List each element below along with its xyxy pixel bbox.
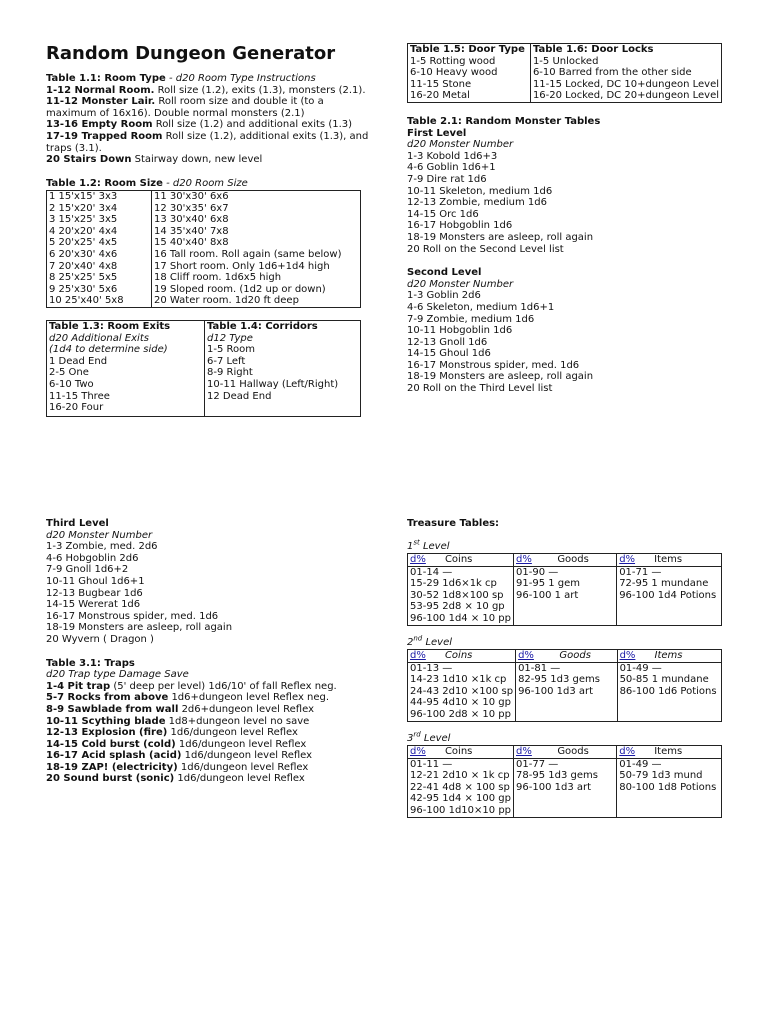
room-type-label: 20 Stairs Down bbox=[46, 154, 132, 166]
table-cell: 7 20'x40' 4x8 bbox=[49, 260, 118, 272]
traps-heading: Table 3.1: Traps bbox=[46, 657, 135, 669]
room-type-text: Roll size (1.2), exits (1.3), monsters (2.1). bbox=[154, 84, 366, 96]
treasure-heading: Treasure Tables: bbox=[407, 518, 500, 529]
traps-sub: d20 Trap type Damage Save bbox=[46, 669, 189, 681]
trap-text: 1d6/dungeon level Reflex bbox=[181, 750, 313, 762]
table-cell: 4 20'x20' 4x4 bbox=[49, 225, 118, 237]
list-item: 12 Dead End bbox=[207, 390, 272, 402]
list-item: 30-52 1d8×100 sp bbox=[410, 589, 504, 601]
list-item: 44-95 4d10 × 10 gp bbox=[410, 697, 512, 709]
list-item: 96-100 1d4 × 10 pp bbox=[410, 613, 512, 625]
level-number: 2 bbox=[407, 637, 414, 648]
list-item: 50-85 1 mundane bbox=[619, 674, 709, 686]
list-item: 80-100 1d8 Potions bbox=[619, 781, 717, 793]
list-item: 42-95 1d4 × 100 gp bbox=[410, 793, 512, 805]
first-level-heading: First Level bbox=[407, 127, 467, 139]
third-level-sub: d20 Monster Number bbox=[46, 529, 153, 541]
list-item: 01-71 — bbox=[619, 566, 662, 578]
room-type-label: 11-12 Monster Lair. bbox=[46, 96, 156, 108]
treasure-level-label bbox=[407, 538, 450, 553]
trap-text: 1d6/dungeon level Reflex bbox=[174, 773, 305, 785]
level-suffix: nd bbox=[413, 634, 423, 643]
room-size-heading: Table 1.2: Room Size bbox=[46, 178, 163, 189]
trap-text: 2d6+dungeon level Reflex bbox=[178, 703, 314, 715]
list-item: 14-15 Ghoul 1d6 bbox=[407, 348, 491, 360]
room-type-text: Roll size (1.2) and additional exits (1.3) bbox=[152, 119, 353, 131]
list-item: 2-5 One bbox=[49, 367, 89, 379]
trap-label: 1-4 Pit trap bbox=[46, 680, 111, 692]
dpct-header: d% bbox=[518, 650, 534, 661]
table-cell: 8 25'x25' 5x5 bbox=[49, 272, 118, 284]
list-item: 22-41 4d8 × 100 sp bbox=[410, 781, 510, 793]
dpct-header: d% bbox=[410, 554, 426, 565]
table-cell: 11 30'x30' 6x6 bbox=[152, 191, 361, 203]
table-cell: 14 35'x40' 7x8 bbox=[152, 226, 361, 238]
dpct-header: d% bbox=[516, 554, 532, 565]
monster-tables-heading: Table 2.1: Random Monster Tables bbox=[407, 116, 601, 127]
list-item: 4-6 Goblin 1d6+1 bbox=[407, 162, 496, 174]
list-item: 1-3 Zombie, med. 2d6 bbox=[46, 541, 158, 553]
table-cell: 15 40'x40' 8x8 bbox=[152, 237, 361, 249]
list-item: 14-15 Wererat 1d6 bbox=[46, 599, 141, 611]
list-item: 14-15 Orc 1d6 bbox=[407, 208, 479, 220]
list-item: 01-11 — bbox=[410, 758, 453, 770]
room-type-label: 13-16 Empty Room bbox=[46, 119, 153, 131]
list-item: 20 Roll on the Third Level list bbox=[407, 383, 553, 395]
room-exits-heading: Table 1.3: Room Exits bbox=[49, 321, 171, 332]
list-item: 12-13 Gnoll 1d6 bbox=[407, 336, 488, 348]
page-title: Random Dungeon Generator bbox=[46, 43, 336, 64]
trap-label: 8-9 Sawblade from wall bbox=[46, 703, 179, 715]
goods-header: Goods bbox=[557, 554, 589, 565]
list-item: 78-95 1d3 gems bbox=[516, 770, 598, 782]
list-item: 82-95 1d3 gems bbox=[518, 674, 601, 686]
treasure-level-label bbox=[407, 634, 453, 649]
room-type-text: Stairway down, new level bbox=[131, 154, 263, 166]
room-size-table bbox=[46, 190, 361, 308]
coins-header: Coins bbox=[444, 650, 473, 661]
list-item: 16-17 Monstrous spider, med. 1d6 bbox=[407, 359, 580, 371]
treasure-table-level-2 bbox=[407, 649, 722, 722]
table-cell: 6 20'x30' 4x6 bbox=[49, 248, 118, 260]
list-item: 91-95 1 gem bbox=[516, 578, 581, 590]
items-header: Items bbox=[654, 746, 683, 757]
dpct-header: d% bbox=[619, 650, 636, 661]
list-item: 10-11 Hobgoblin 1d6 bbox=[407, 325, 513, 337]
trap-label: 18-19 ZAP! (electricity) bbox=[46, 761, 178, 773]
list-item: 10-11 Ghoul 1d6+1 bbox=[46, 575, 145, 587]
list-item: 96-100 1d3 art bbox=[516, 781, 592, 793]
list-item: 01-14 — bbox=[410, 566, 453, 578]
list-item: 86-100 1d6 Potions bbox=[619, 685, 717, 697]
room-type-label: 1-12 Normal Room. bbox=[46, 84, 155, 96]
coins-header: Coins bbox=[444, 746, 473, 757]
room-type-text: Roll size (1.2), additional exits (1.3), and traps (3.1). bbox=[46, 130, 369, 154]
table-cell: 13 30'x40' 6x8 bbox=[152, 214, 361, 226]
list-item: 6-10 Heavy wood bbox=[410, 67, 498, 79]
room-type-subheading: - d20 Room Type Instructions bbox=[165, 73, 316, 84]
third-level-heading: Third Level bbox=[46, 518, 109, 529]
trap-label: 12-13 Explosion (fire) bbox=[46, 727, 168, 739]
list-item: 8-9 Right bbox=[207, 367, 253, 379]
trap-text: (5' deep per level) 1d6/10' of fall Reflex neg. bbox=[110, 680, 337, 692]
level-word: Level bbox=[419, 541, 450, 552]
room-type-text: Roll room size and double it (to a maximum of 16x16). Double normal monsters (2.1) bbox=[46, 96, 324, 119]
monster-tables-section bbox=[407, 116, 727, 395]
list-item: 53-95 2d8 × 10 gp bbox=[410, 601, 505, 613]
door-type-heading: Table 1.5: Door Type bbox=[410, 44, 525, 55]
table-cell: 9 25'x30' 5x6 bbox=[49, 283, 118, 295]
list-item: 01-49 — bbox=[619, 662, 662, 674]
dpct-header: d% bbox=[516, 746, 532, 757]
goods-header: Goods bbox=[557, 746, 589, 757]
list-item: 01-90 — bbox=[516, 566, 559, 578]
trap-text: 1d6/dungeon level Reflex bbox=[175, 738, 307, 750]
list-item: 12-21 2d10 × 1k cp bbox=[410, 770, 510, 782]
level-number: 1 bbox=[407, 541, 414, 552]
list-item: 6-7 Left bbox=[207, 355, 246, 367]
trap-text: 1d6/dungeon level Reflex bbox=[177, 761, 309, 773]
level-suffix: rd bbox=[413, 730, 421, 739]
list-item: 7-9 Dire rat 1d6 bbox=[407, 173, 487, 185]
room-exits-sub: d20 Additional Exits bbox=[49, 332, 149, 344]
list-item: 72-95 1 mundane bbox=[619, 578, 709, 590]
trap-label: 16-17 Acid splash (acid) bbox=[46, 750, 182, 762]
list-item: 4-6 Hobgoblin 2d6 bbox=[46, 552, 139, 564]
list-item: 4-6 Skeleton, medium 1d6+1 bbox=[407, 301, 555, 313]
list-item: 96-100 1d4 Potions bbox=[619, 589, 717, 601]
list-item: 11-15 Three bbox=[49, 390, 110, 402]
first-level-sub: d20 Monster Number bbox=[407, 139, 514, 151]
list-item: 12-13 Zombie, medium 1d6 bbox=[407, 197, 547, 209]
table-cell: 19 Sloped room. (1d2 up or down) bbox=[152, 284, 361, 296]
table-cell: 1 15'x15' 3x3 bbox=[49, 191, 118, 202]
list-item: 11-15 Stone bbox=[410, 78, 472, 90]
list-item: 11-15 Locked, DC 10+dungeon Level bbox=[532, 78, 719, 90]
corridors-sub: d12 Type bbox=[207, 332, 253, 344]
room-type-heading: Table 1.1: Room Type bbox=[46, 73, 166, 84]
trap-label: 5-7 Rocks from above bbox=[46, 692, 169, 704]
list-item: 6-10 Two bbox=[49, 378, 94, 390]
level-number: 3 bbox=[407, 733, 414, 744]
exits-corridors-table bbox=[46, 320, 361, 417]
list-item: 18-19 Monsters are asleep, roll again bbox=[407, 371, 594, 383]
list-item: 18-19 Monsters are asleep, roll again bbox=[46, 622, 233, 634]
list-item: 1 Dead End bbox=[49, 355, 108, 367]
list-item: 96-100 2d8 × 10 pp bbox=[410, 709, 512, 721]
list-item: 10-11 Hallway (Left/Right) bbox=[207, 378, 339, 390]
list-item: 20 Wyvern ( Dragon ) bbox=[46, 633, 154, 645]
list-item: 01-77 — bbox=[516, 758, 559, 770]
door-locks-heading: Table 1.6: Door Locks bbox=[532, 44, 654, 55]
treasure-level-label bbox=[407, 730, 451, 745]
trap-label: 10-11 Scything blade bbox=[46, 715, 166, 727]
table-cell: 18 Cliff room. 1d6x5 high bbox=[152, 272, 361, 284]
table-cell: 3 15'x25' 3x5 bbox=[49, 214, 118, 226]
second-level-sub: d20 Monster Number bbox=[407, 278, 514, 290]
list-item: 6-10 Barred from the other side bbox=[532, 67, 692, 79]
room-type-label: 17-19 Trapped Room bbox=[46, 130, 163, 142]
table-cell: 16 Tall room. Roll again (same below) bbox=[152, 249, 361, 261]
table-cell: 17 Short room. Only 1d6+1d4 high bbox=[152, 261, 361, 273]
treasure-table-level-3 bbox=[407, 745, 722, 818]
trap-text: 1d8+dungeon level no save bbox=[165, 715, 310, 727]
list-item: 14-23 1d10 ×1k cp bbox=[410, 674, 507, 686]
list-item: 16-17 Hobgoblin 1d6 bbox=[407, 220, 513, 232]
room-size-heading-line bbox=[46, 178, 248, 190]
room-exits-sub: (1d4 to determine side) bbox=[49, 344, 168, 356]
list-item: 16-20 Four bbox=[49, 402, 104, 414]
goods-header: Goods bbox=[559, 650, 591, 661]
treasure-table-level-1 bbox=[407, 553, 722, 626]
list-item: 96-100 1 art bbox=[516, 589, 579, 601]
room-size-subheading: - d20 Room Size bbox=[162, 178, 248, 189]
list-item: 1-5 Rotting wood bbox=[410, 55, 496, 67]
corridors-heading: Table 1.4: Corridors bbox=[207, 321, 318, 332]
table-cell: 5 20'x25' 4x5 bbox=[49, 237, 118, 249]
list-item: 1-5 Room bbox=[207, 344, 255, 356]
table-cell: 10 25'x40' 5x8 bbox=[49, 295, 124, 307]
items-header: Items bbox=[654, 554, 683, 565]
list-item: 16-17 Monstrous spider, med. 1d6 bbox=[46, 610, 219, 622]
trap-label: 14-15 Cold burst (cold) bbox=[46, 738, 176, 750]
list-item: 96-100 1d3 art bbox=[518, 685, 594, 697]
list-item: 18-19 Monsters are asleep, roll again bbox=[407, 231, 594, 243]
list-item: 7-9 Gnoll 1d6+2 bbox=[46, 564, 129, 576]
dpct-header: d% bbox=[619, 746, 636, 757]
list-item: 50-79 1d3 mund bbox=[619, 770, 703, 782]
list-item: 12-13 Bugbear 1d6 bbox=[46, 587, 143, 599]
second-level-heading: Second Level bbox=[407, 267, 482, 279]
list-item: 01-81 — bbox=[518, 662, 561, 674]
list-item: 1-5 Unlocked bbox=[532, 55, 599, 67]
level-word: Level bbox=[422, 637, 453, 648]
list-item: 1-3 Kobold 1d6+3 bbox=[407, 150, 498, 162]
list-item: 7-9 Zombie, medium 1d6 bbox=[407, 313, 535, 325]
list-item: 20 Roll on the Second Level list bbox=[407, 243, 564, 255]
table-cell: 2 15'x20' 3x4 bbox=[49, 202, 118, 214]
table-cell: 20 Water room. 1d20 ft deep bbox=[152, 295, 361, 307]
trap-text: 1d6+dungeon level Reflex neg. bbox=[168, 692, 330, 704]
list-item: 96-100 1d10×10 pp bbox=[410, 805, 512, 817]
list-item: 01-13 — bbox=[410, 662, 453, 674]
room-type-section bbox=[46, 73, 371, 166]
level-word: Level bbox=[420, 733, 451, 744]
dpct-header: d% bbox=[619, 554, 636, 565]
list-item: 1-3 Goblin 2d6 bbox=[407, 290, 481, 302]
list-item: 16-20 Locked, DC 20+dungeon Level bbox=[532, 90, 719, 102]
dpct-header: d% bbox=[410, 650, 426, 661]
list-item: 10-11 Skeleton, medium 1d6 bbox=[407, 185, 553, 197]
level-suffix: st bbox=[413, 538, 420, 547]
dpct-header: d% bbox=[410, 746, 426, 757]
trap-label: 20 Sound burst (sonic) bbox=[46, 773, 175, 785]
door-tables bbox=[407, 43, 722, 103]
third-level-section bbox=[46, 518, 376, 785]
list-item: 15-29 1d6×1k cp bbox=[410, 578, 497, 590]
list-item: 01-49 — bbox=[619, 758, 662, 770]
items-header: Items bbox=[654, 650, 683, 661]
table-cell: 12 30'x35' 6x7 bbox=[152, 203, 361, 215]
list-item: 16-20 Metal bbox=[410, 90, 470, 102]
coins-header: Coins bbox=[444, 554, 473, 565]
list-item: 24-43 2d10 ×100 sp bbox=[410, 685, 514, 697]
trap-text: 1d6/dungeon level Reflex bbox=[167, 727, 298, 739]
